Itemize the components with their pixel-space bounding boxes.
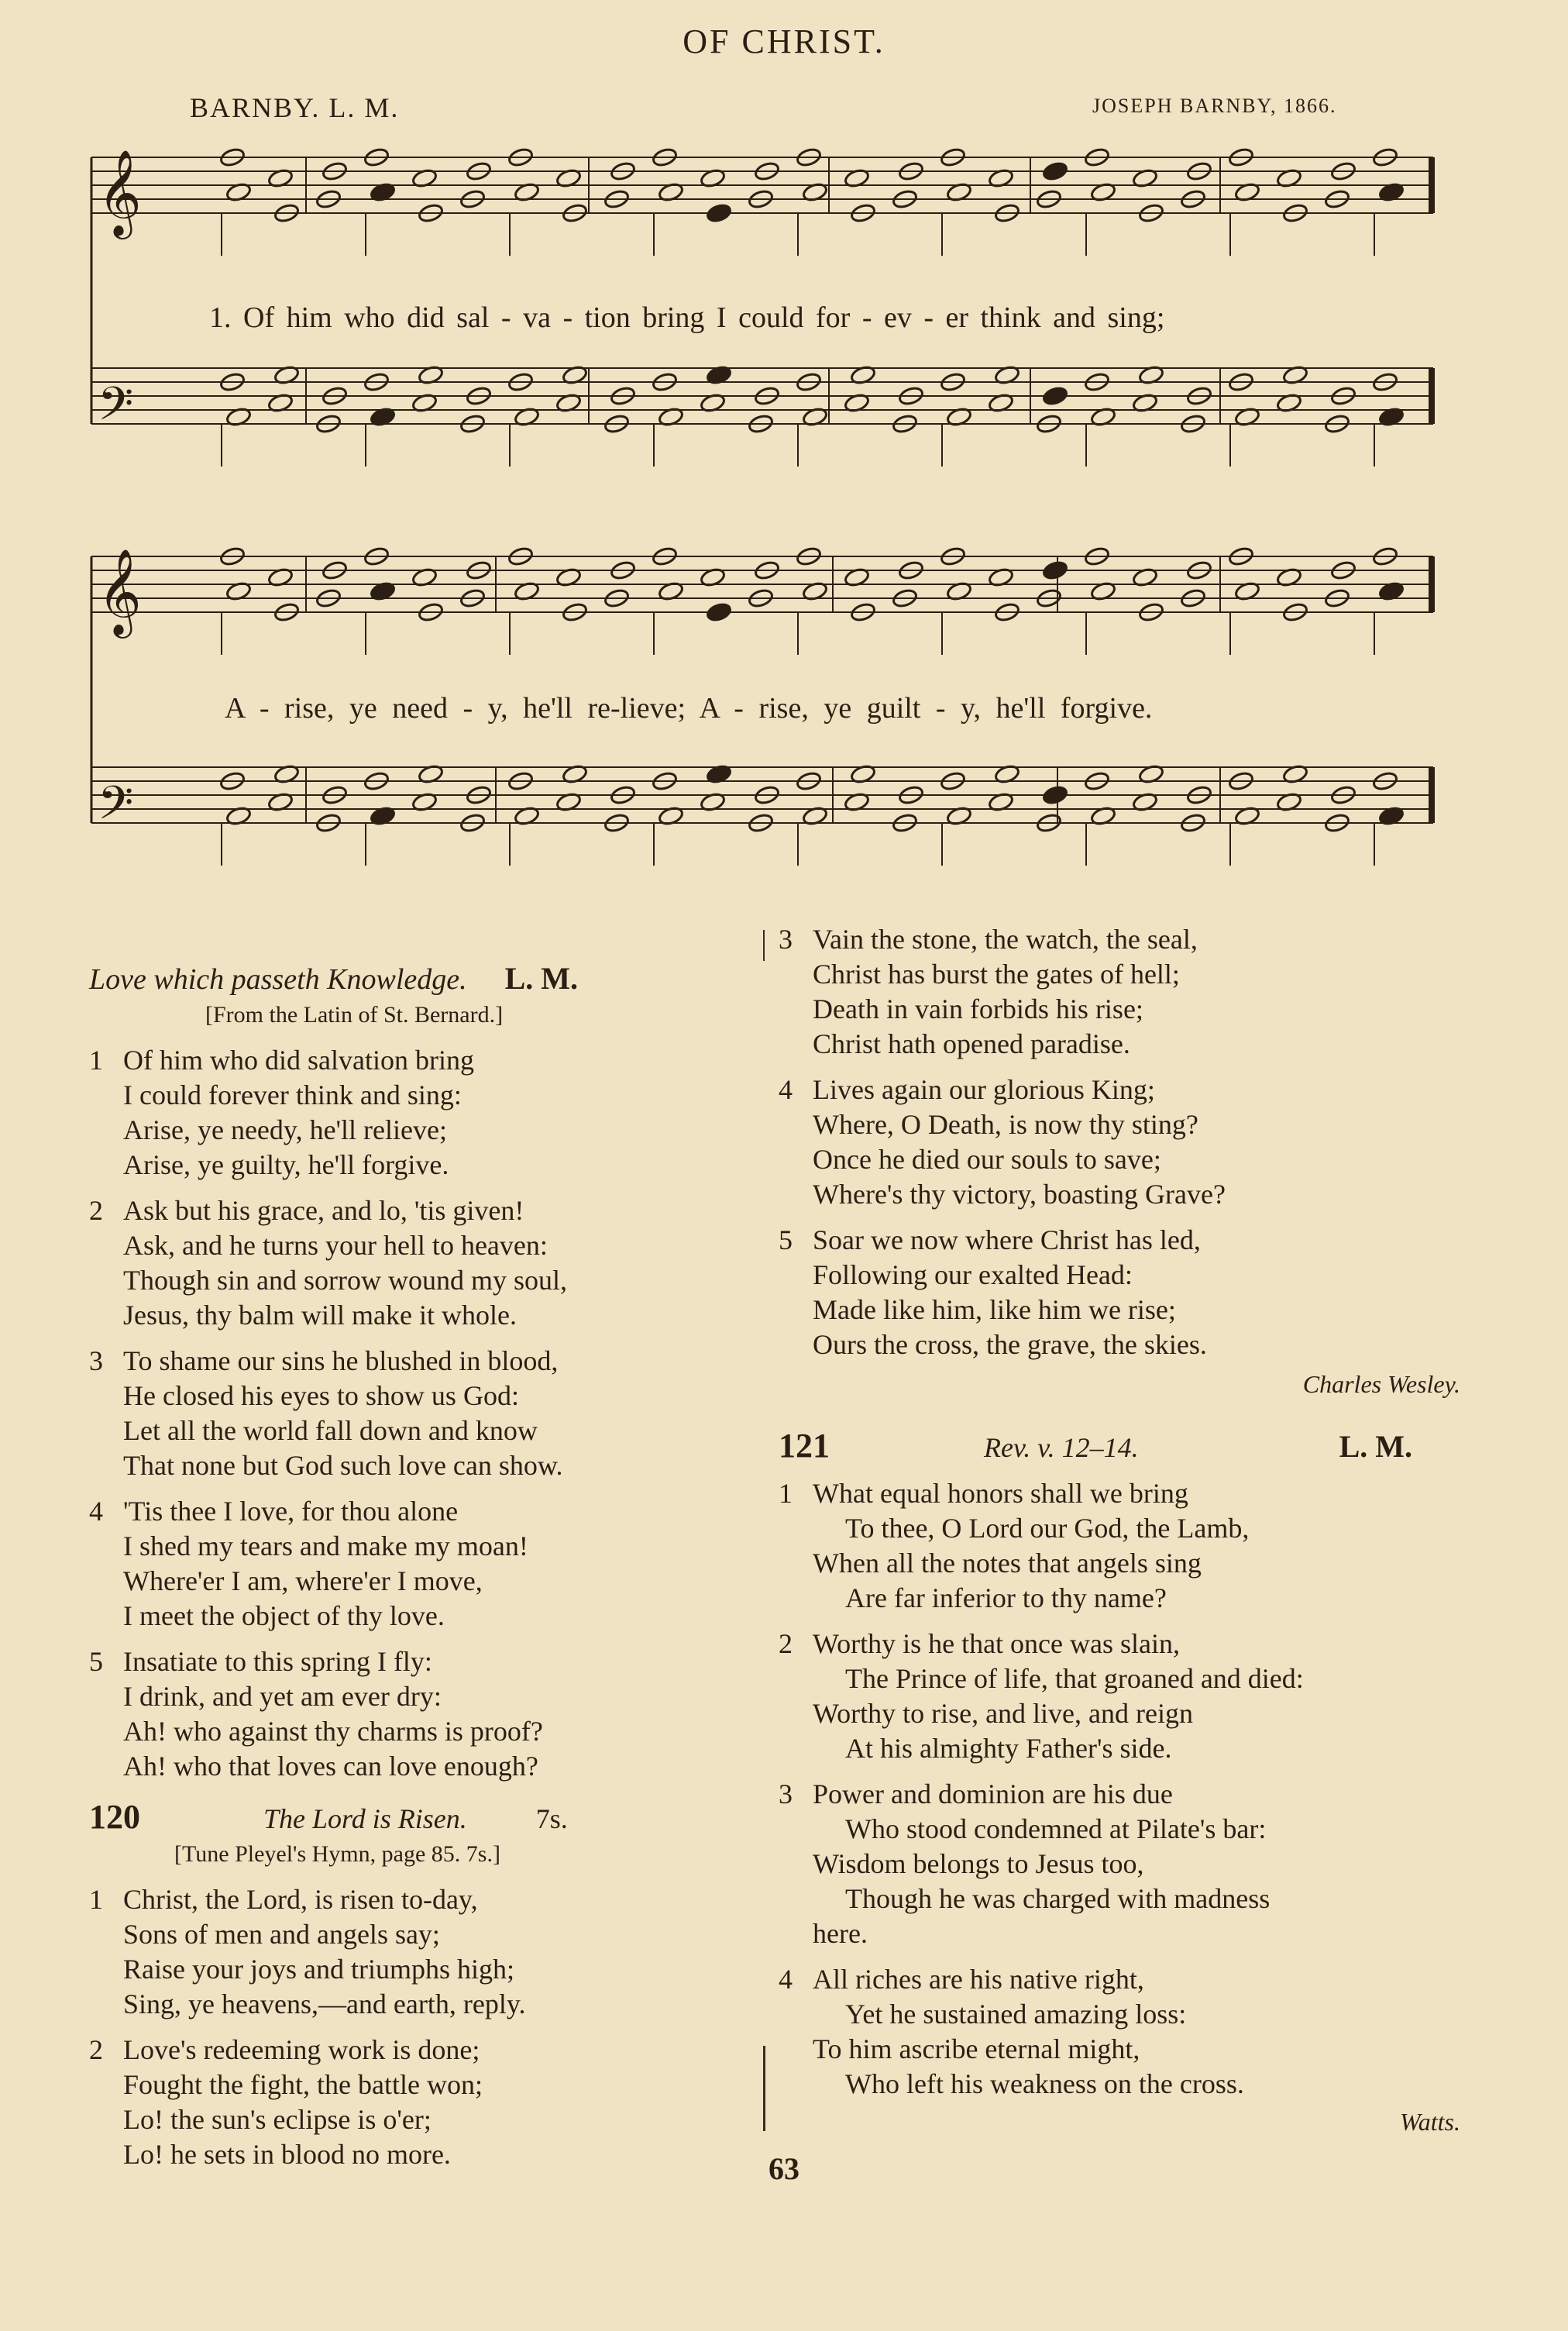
verse-line: Of him who did salvation bring [123,1045,474,1076]
verse-line: Who stood condemned at Pilate's bar: [845,1813,1267,1844]
verse-line: Christ hath opened paradise. [813,1028,1130,1059]
verse-line: Yet he sustained amazing loss: [845,1999,1187,2030]
verse-number: 2 [779,1628,793,1659]
note-head [1042,784,1068,805]
right-column [779,922,1460,2140]
verse [89,1193,724,1333]
verse [779,1627,1460,1766]
verse-line: Lo! he sets in blood no more. [123,2139,451,2170]
verse-line: Who left his weakness on the cross. [845,2068,1244,2099]
verse-line: Insatiate to this spring I fly: [123,1646,432,1677]
verse-line: Worthy to rise, and live, and reign [813,1698,1193,1729]
hymn-love-source: [From the Latin of St. Bernard.] [205,1002,504,1028]
verse-line: Death in vain forbids his rise; [813,993,1143,1024]
verse-line: Where'er I am, where'er I move, [123,1565,483,1596]
hymn-120-number: 120 [89,1798,140,1836]
tune-name: BARNBY. L. M. [190,92,400,123]
verse-line: 'Tis thee I love, for thou alone [123,1496,459,1527]
page-number: 63 [769,2151,799,2186]
verse-line: Ah! who against thy charms is proof? [123,1716,543,1747]
column-divider-bottom [763,2046,765,2131]
verse-line: At his almighty Father's side. [845,1733,1172,1764]
verse-number: 3 [89,1345,103,1376]
verse-line: Fought the fight, the battle won; [123,2069,483,2100]
verse-line: When all the notes that angels sing [813,1548,1202,1579]
hymn-121-author: Watts. [1400,2108,1460,2136]
verse-line: Arise, ye needy, he'll relieve; [123,1114,447,1145]
hymn-120-tune-note: [Tune Pleyel's Hymn, page 85. 7s.] [174,1841,500,1867]
verse-number: 4 [779,1964,793,1995]
verse-line: He closed his eyes to show us God: [123,1380,519,1411]
verse [779,1962,1460,2102]
verse-number: 2 [89,1195,103,1226]
verse-line: Once he died our souls to save; [813,1144,1161,1175]
verse-line: Arise, ye guilty, he'll forgive. [123,1149,449,1180]
verse-line: Wisdom belongs to Jesus too, [813,1848,1144,1879]
hymn-love-title: Love which passeth Knowledge. [89,963,467,996]
verse-line: The Prince of life, that groaned and died: [845,1663,1304,1694]
bass-clef-icon: 𝄢 [98,379,134,441]
verse [779,1223,1460,1362]
verse-line: Though sin and sorrow wound my soul, [123,1265,567,1296]
hymn-121-number: 121 [779,1427,830,1465]
verse-line: Vain the stone, the watch, the seal, [813,924,1198,955]
verse-line: Lives again our glorious King; [813,1074,1155,1105]
verse [89,1344,724,1483]
verse-line: here. [813,1918,868,1949]
final-barline [1429,157,1435,213]
hymn-120-header [89,1799,724,1837]
verse-number: 5 [89,1646,103,1677]
hymn-120-verses-right [779,922,1460,1362]
verse-line: To thee, O Lord our God, the Lamb, [845,1513,1250,1544]
verse-number: 1 [89,1045,103,1076]
verse-line: Sing, ye heavens,—and earth, reply. [123,1988,526,2019]
verse [89,1882,724,2022]
verse-line: To shame our sins he blushed in blood, [123,1345,559,1376]
verse-line: That none but God such love can show. [123,1450,563,1481]
verse-line: Christ, the Lord, is risen to-day, [123,1884,478,1915]
note-head [1042,560,1068,580]
verse-line: All riches are his native right, [813,1964,1144,1995]
verse [779,1476,1460,1616]
verse-line: Love's redeeming work is done; [123,2034,480,2065]
column-divider-top [763,930,765,961]
verse [89,1043,724,1183]
bass-clef-icon: 𝄢 [98,778,134,840]
final-barline [1429,556,1435,612]
verse-line: I drink, and yet am ever dry: [123,1681,442,1712]
hymn-121-header [779,1428,1460,1465]
verse-number: 5 [779,1224,793,1255]
verse [89,1494,724,1634]
hymn-love-meter: L. M. [504,961,579,996]
treble-clef-icon: 𝄞 [98,550,142,633]
hymn-120-author: Charles Wesley. [1302,1370,1460,1398]
hymn-120-title: The Lord is Risen. [263,1803,467,1834]
note-head [706,202,732,223]
verse-number: 4 [89,1496,103,1527]
verse [89,1644,724,1784]
verse-line: Following our exalted Head: [813,1259,1133,1290]
verse-line: Power and dominion are his due [813,1778,1173,1809]
note-head [1042,385,1068,406]
verse-line: I meet the object of thy love. [123,1600,445,1631]
verse-line: Made like him, like him we rise; [813,1294,1176,1325]
hymn-120-verses-left [89,1882,724,2172]
verse-number: 3 [779,924,793,955]
verse [779,922,1460,1062]
verse-line: Ask but his grace, and lo, 'tis given! [123,1195,524,1226]
verse-number: 3 [779,1778,793,1809]
hymn-121-meter: L. M. [1339,1429,1413,1464]
left-column [89,961,724,2172]
lyrics-line-2: A - rise, ye need - y, he'll re-lieve; A - rise, ye guilt - y, he'll forgive. [225,692,1153,725]
verse-line: Lo! the sun's eclipse is o'er; [123,2104,432,2135]
verse-line: What equal honors shall we bring [813,1478,1188,1509]
verse-number: 2 [89,2034,103,2065]
verse-line: Raise your joys and triumphs high; [123,1954,514,1985]
verse-line: Ah! who that loves can love enough? [123,1751,538,1782]
hymn-121-reference: Rev. v. 12–14. [984,1432,1139,1463]
verse [779,1777,1460,1951]
hymn-121-verses [779,1476,1460,2102]
verse [779,1073,1460,1212]
verse-line: Soar we now where Christ has led, [813,1224,1201,1255]
hymn-love-header [89,961,724,997]
verse-line: Let all the world fall down and know [123,1415,538,1446]
verse-line: Though he was charged with madness [845,1883,1271,1914]
verse-line: To him ascribe eternal might, [813,2033,1140,2064]
verse-number: 1 [89,1884,103,1915]
hymn-120-meter: 7s. [535,1803,568,1834]
lyrics-line-1: 1. Of him who did sal - va - tion bring I could for - ev - er think and sing; [209,301,1165,334]
verse-line: Are far inferior to thy name? [845,1582,1167,1613]
verse-line: Jesus, thy balm will make it whole. [123,1300,517,1331]
verse-number: 1 [779,1478,793,1509]
note-head [1042,160,1068,181]
final-barline [1429,767,1435,823]
running-head: OF CHRIST. [683,22,885,60]
verse-number: 4 [779,1074,793,1105]
verse-line: Ask, and he turns your hell to heaven: [123,1230,548,1261]
verse-line: Where, O Death, is now thy sting? [813,1109,1198,1140]
verse-line: Christ has burst the gates of hell; [813,959,1180,990]
verse-line: Ours the cross, the grave, the skies. [813,1329,1207,1360]
note-head [706,601,732,622]
verse-line: Worthy is he that once was slain, [813,1628,1180,1659]
hymn-love-verses [89,1043,724,1784]
verse-line: I could forever think and sing: [123,1079,462,1110]
final-barline [1429,368,1435,424]
verse-line: Sons of men and angels say; [123,1919,440,1950]
treble-clef-icon: 𝄞 [98,151,142,234]
verse-line: I shed my tears and make my moan! [123,1530,528,1561]
verse-line: Where's thy victory, boasting Grave? [813,1179,1226,1210]
tune-composer: JOSEPH BARNBY, 1866. [1092,95,1337,117]
